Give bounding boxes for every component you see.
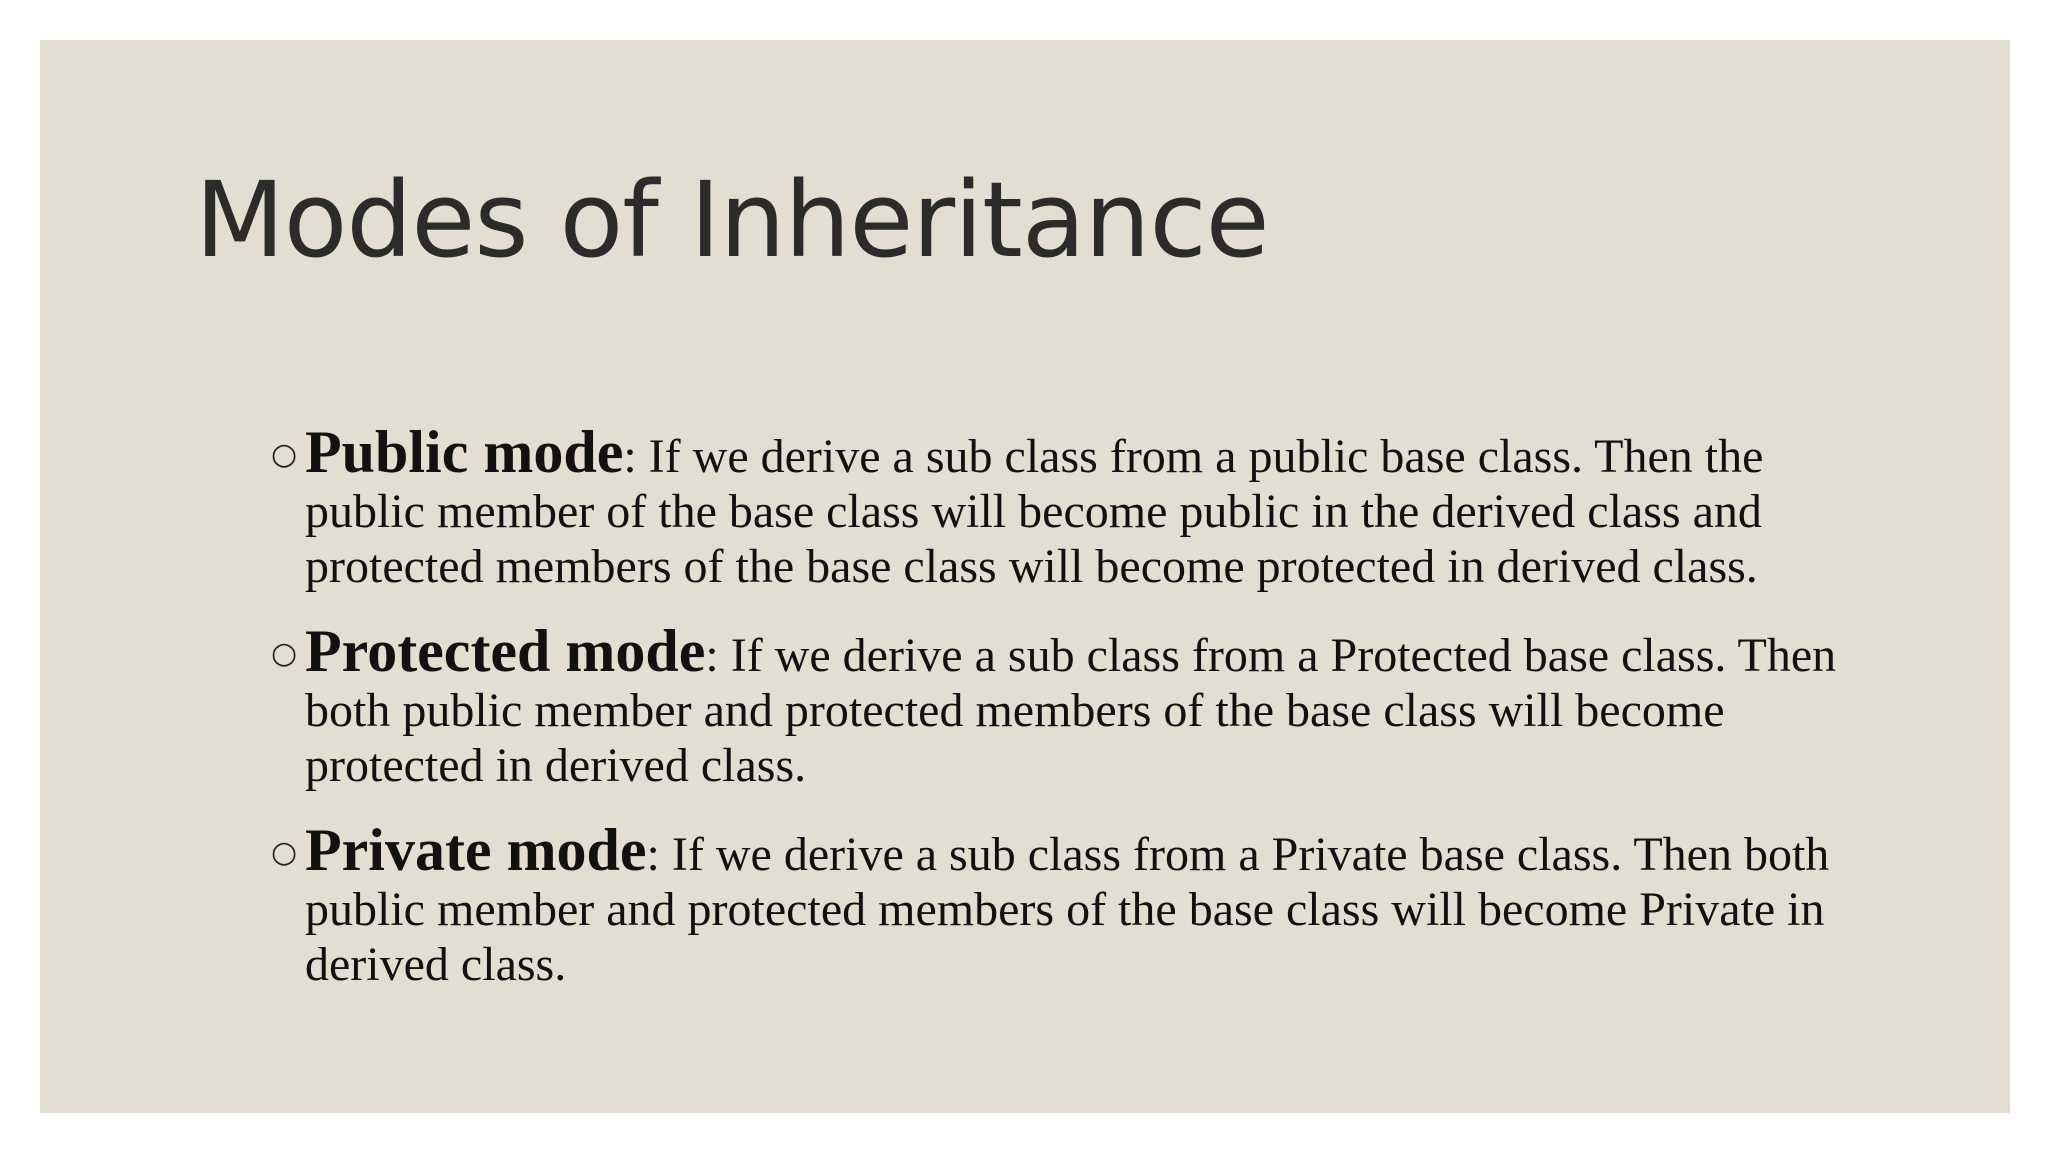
- bullet-text: : If we derive a sub class from a public base class. Then the public member of the base class will become public in the derived class and protected members of the base class will become protected in derived class.: [305, 430, 1764, 593]
- bullet-text: : If we derive a sub class from a Protected base class. Then both public member and protected members of the base class will become protected in derived class.: [305, 629, 1837, 792]
- bullet-item-public-mode: [233, 419, 1893, 594]
- circle-bullet-icon: ○: [271, 835, 298, 870]
- circle-bullet-icon: ○: [271, 636, 298, 671]
- bullet-term: Public mode: [305, 419, 624, 485]
- bullet-text: : If we derive a sub class from a Private base class. Then both public member and protected members of the base class will become Private in derived class.: [305, 828, 1830, 991]
- bullet-item-private-mode: [233, 817, 1893, 992]
- bullet-list: [233, 419, 1893, 1022]
- bullet-item-protected-mode: [233, 618, 1893, 793]
- circle-bullet-icon: ○: [271, 437, 298, 472]
- slide: [40, 40, 2010, 1113]
- bullet-term: Protected mode: [305, 618, 706, 684]
- slide-title: Modes of Inheritance: [195, 159, 1269, 281]
- bullet-term: Private mode: [305, 817, 647, 883]
